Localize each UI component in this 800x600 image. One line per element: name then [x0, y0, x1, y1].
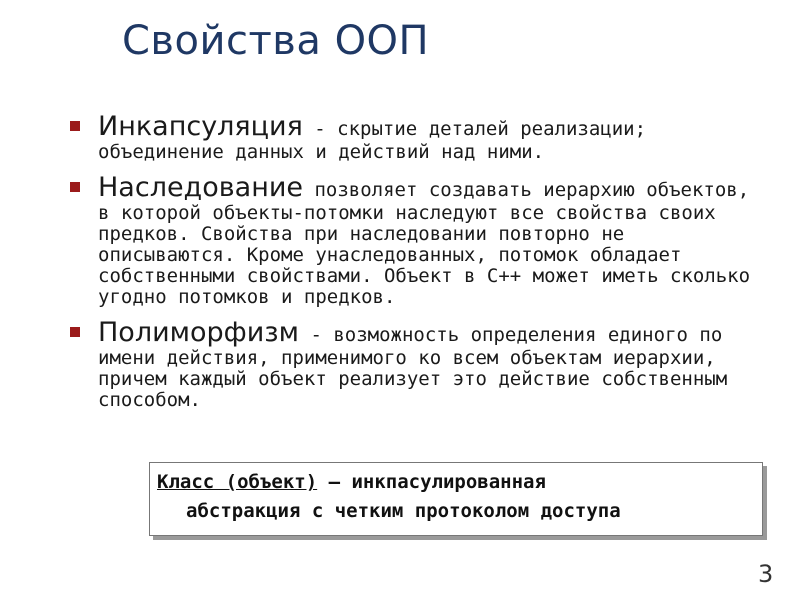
square-bullet-icon	[70, 327, 80, 337]
square-bullet-icon	[70, 182, 80, 192]
bullet-item-polymorphism	[70, 318, 770, 411]
bullet-text	[98, 318, 770, 411]
bullet-term: Полиморфизм	[98, 317, 300, 348]
class-definition-line1	[157, 471, 546, 493]
page-number: 3	[758, 560, 774, 588]
class-definition-rest: – инкпасулированная	[317, 471, 546, 493]
class-definition-box	[149, 462, 763, 536]
class-definition-line2: абстракция с четким протоколом доступа	[186, 500, 621, 522]
bullet-term: Инкапсуляция	[98, 111, 303, 142]
class-term: Класс (объект)	[157, 471, 318, 493]
bullet-text	[98, 173, 770, 308]
bullet-term: Наследование	[98, 172, 304, 203]
bullet-description: позволяет создавать иерархию объектов, в которой объекты-потомки наследуют все свойства своих предков. Свойства при наследовании повторно не описываются. Кроме унаследованных, потомок обладает собственными свойствами. Объект в C++ может иметь сколько угодно потомков и предков.	[98, 179, 751, 308]
bullet-item-inheritance	[70, 173, 770, 308]
bullet-item-encapsulation	[70, 112, 770, 163]
slide-title: Свойства ООП	[122, 18, 430, 64]
bullet-description: - возможность определения единого по имени действия, применимого ко всем объектам иерархии, причем каждый объект реализует это действие собственным способом.	[98, 324, 728, 411]
bullet-text	[98, 112, 770, 163]
square-bullet-icon	[70, 121, 80, 131]
bullet-list	[70, 112, 770, 421]
bullet-description: - скрытие деталей реализации; объединение данных и действий над ними.	[98, 118, 647, 163]
